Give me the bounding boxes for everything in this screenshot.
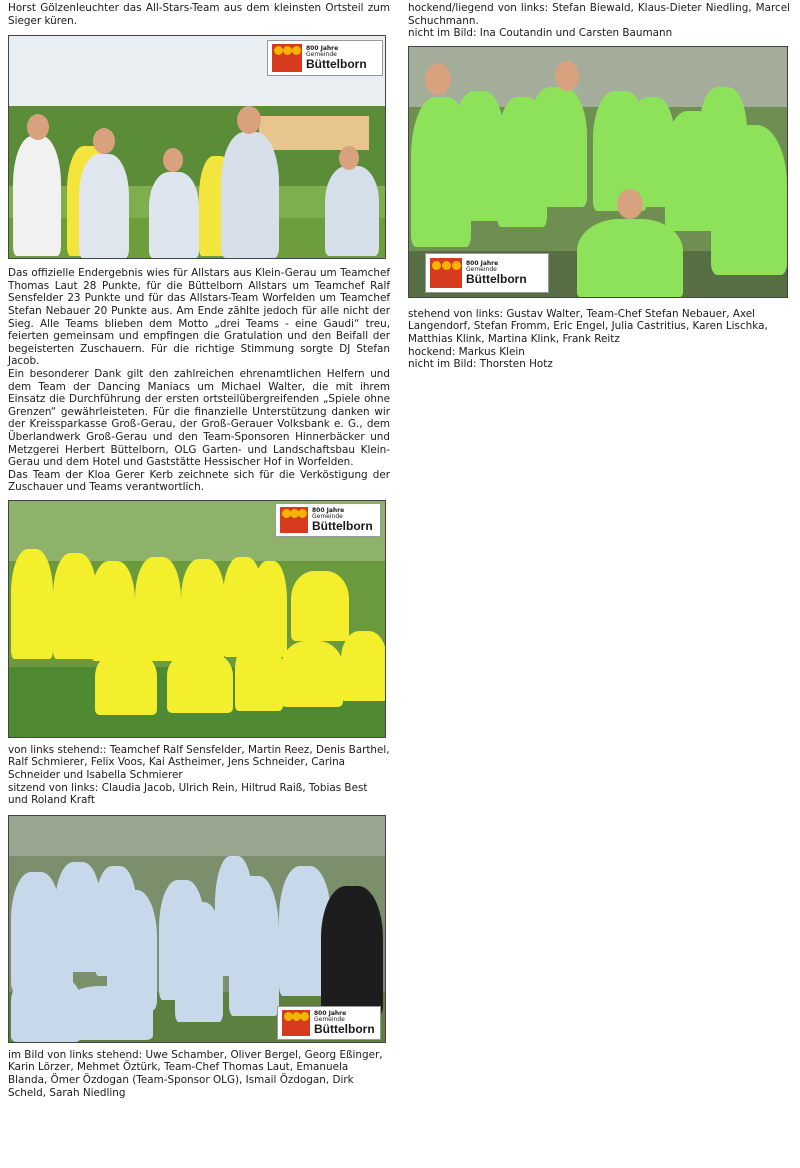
caption-team-blue [8, 1049, 390, 1099]
logo-line2: Gemeinde [314, 1015, 345, 1023]
anniversary-emblem-icon [272, 44, 302, 72]
logo-buettelborn [425, 253, 549, 293]
caption-standing: von links stehend:: Teamchef Ralf Sensfelder, Martin Reez, Denis Barthel, Ralf Schmierer, Felix Voos, Kai Astheimer, Jens Schneider, Carina Schneider und Isabella Schmierer [8, 743, 390, 782]
right-top-caption [408, 0, 790, 40]
logo-line1: 800 Jahre [306, 45, 339, 53]
logo-buettelborn [267, 40, 383, 76]
caption-sitting: sitzend von links: Claudia Jacob, Ulrich Rein, Hiltrud Raiß, Tobias Best und Roland Kraft [8, 781, 368, 807]
article-paragraph-catering: Das Team der Kloa Gerer Kerb zeichnete sich für die Verköstigung der Zuschauer und Teams verantwortlich. [8, 468, 390, 494]
caption-team-green [408, 308, 790, 371]
logo-line3: Büttelborn [312, 518, 373, 533]
logo-line1: 800 Jahre [466, 259, 499, 267]
left-column [8, 0, 390, 1099]
logo-buettelborn [277, 1006, 381, 1040]
caption-crouching: hockend: Markus Klein [408, 345, 525, 358]
logo-line3: Büttelborn [314, 1021, 375, 1036]
logo-line3: Büttelborn [306, 57, 367, 72]
article-body [8, 267, 390, 494]
article-paragraph-thanks: Ein besonderer Dank gilt den zahlreichen ehrenamtlichen Helfern und dem Team der Dancing Maniacs um Michael Walter, die mit ihrem Einsatz die Durchführung der ersten ortsteilübergreifenden „Spiele ohne Grenzen“ gewährleisteten. Für die finanzielle Unterstützung danken wir der Kreissparkasse Groß-Gerau, der Groß-Gerauer Volksbank e. G., dem Überlandwerk Groß-Gerau und den Team-Sponsoren Hinnerbäcker und Metzgerei Herbert Büttelborn, OLG Garten- und Landschaftsbau Klein-Gerau und dem Hotel und Gaststätte Hessischer Hof in Worfelden. [8, 367, 390, 469]
photo-allstars-celebration [8, 35, 386, 259]
logo-line2: Gemeinde [312, 512, 343, 520]
caption-absent: nicht im Bild: Thorsten Hotz [408, 358, 553, 371]
caption-absent: nicht im Bild: Ina Coutandin und Carsten Baumann [408, 27, 673, 40]
photo-team-blue [8, 815, 386, 1043]
anniversary-emblem-icon [282, 1010, 310, 1036]
logo-line2: Gemeinde [306, 51, 337, 59]
caption-standing: im Bild von links stehend: Uwe Schamber, Oliver Bergel, Georg Eßinger, Karin Lörzer, Mehmet Öztürk, Team-Chef Thomas Laut, Emanuela Blanda, Ömer Özdogan (Team-Sponsor OLG), Ismail Özdogan, Dirk Scheld, Sarah Niedling [8, 1048, 383, 1099]
caption-team-yellow [8, 744, 390, 807]
anniversary-emblem-icon [280, 507, 308, 533]
logo-line2: Gemeinde [466, 265, 497, 273]
logo-buettelborn [275, 503, 381, 537]
article-paragraph-result: Das offizielle Endergebnis wies für Allstars aus Klein-Gerau um Teamchef Thomas Laut 28 Punkte, für die Büttelborn Allstars um Teamchef Ralf Sensfelder 23 Punkte und für das Allstars-Team Worfelden um Teamchef Stefan Nebauer 20 Punkte aus. Am Ende zählte jedoch für alle nicht der Sieg. Alle Teams blieben dem Motto „drei Teams - eine Gaudi“ treu, feierten gemeinsam und empfingen die Gratulation und den Beifall der begeisterten Zuschauern. Für die richtige Stimmung sorgte DJ Stefan Jacob. [8, 267, 390, 368]
right-column [408, 0, 790, 371]
caption-crouching: hockend/liegend von links: Stefan Biewald, Klaus-Dieter Niedling, Marcel Schuchmann. [408, 2, 790, 27]
anniversary-emblem-icon [430, 258, 462, 288]
logo-line1: 800 Jahre [312, 506, 345, 514]
logo-line1: 800 Jahre [314, 1009, 347, 1017]
intro-text: Horst Gölzenleuchter das All-Stars-Team aus dem kleinsten Ortsteil zum Sieger küren. [8, 2, 390, 27]
photo-team-yellow [8, 500, 386, 738]
photo-team-green [408, 46, 788, 298]
logo-line3: Büttelborn [466, 271, 527, 286]
caption-standing: stehend von links: Gustav Walter, Team-Chef Stefan Nebauer, Axel Langendorf, Stefan Fromm, Eric Engel, Julia Castritius, Karen Lischka, Matthias Klink, Martina Klink, Frank Reitz [408, 307, 768, 345]
